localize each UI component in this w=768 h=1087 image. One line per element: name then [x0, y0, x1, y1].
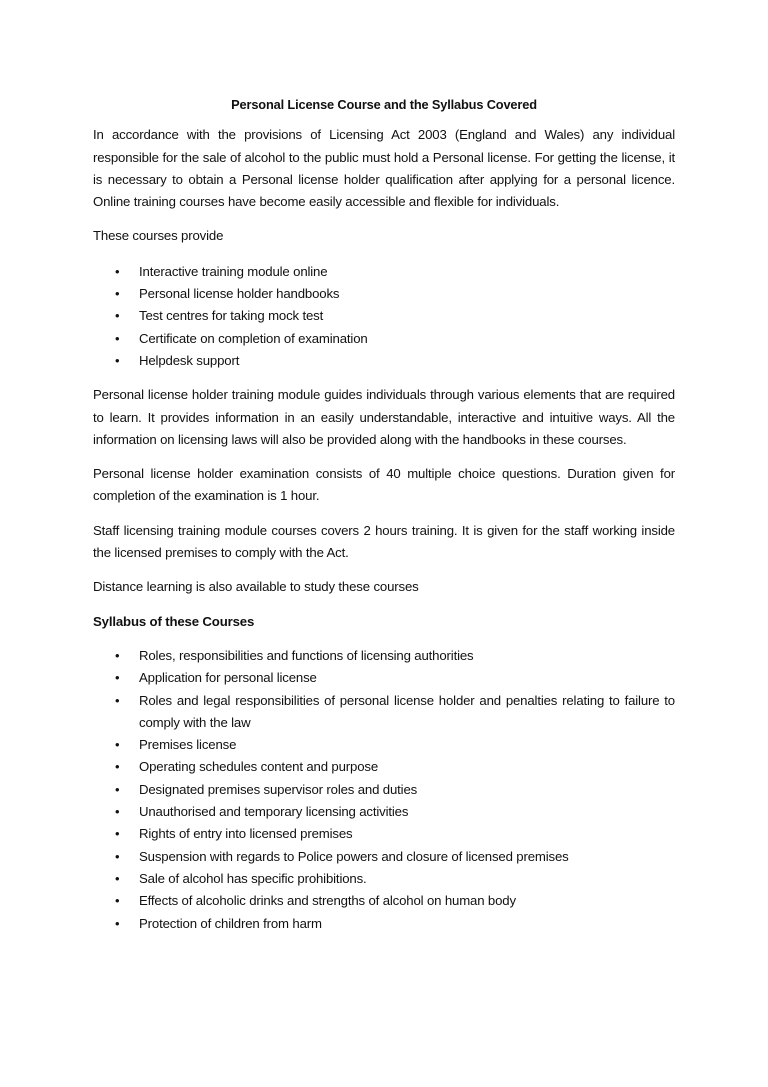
bullet-icon: • — [115, 647, 120, 663]
document-page — [93, 94, 675, 947]
bullet-icon: • — [115, 893, 120, 909]
module-paragraph: Personal license holder training module guides individuals through various elements that are required to learn. It provides information in an easily understandable, interactive and intuitive ways. All the information on licensing laws will also be provided along with the handbooks in these courses. — [93, 387, 675, 447]
bullet-icon: • — [115, 870, 120, 886]
list-item: • Certificate on completion of examination — [93, 328, 675, 350]
list-item: • Rights of entry into licensed premises — [93, 823, 675, 845]
syllabus-list — [93, 645, 675, 935]
document-title: Personal License Course and the Syllabus Covered — [231, 97, 537, 112]
list-item: • Personal license holder handbooks — [93, 283, 675, 305]
bullet-icon: • — [115, 330, 120, 346]
list-item: • Sale of alcohol has specific prohibitions. — [93, 868, 675, 890]
bullet-icon: • — [115, 692, 120, 708]
list-item: • Effects of alcoholic drinks and strengths of alcohol on human body — [93, 890, 675, 912]
bullet-icon: • — [115, 737, 120, 753]
bullet-icon: • — [115, 804, 120, 820]
intro-paragraph: In accordance with the provisions of Licensing Act 2003 (England and Wales) any individual responsible for the sale of alcohol to the public must hold a Personal license. For getting the license, it is necessary to obtain a Personal license holder qualification after applying for a personal licence. Online training courses have become easily accessible and flexible for individuals. — [93, 127, 675, 210]
list-item: • Protection of children from harm — [93, 913, 675, 935]
list-item: • Operating schedules content and purpose — [93, 756, 675, 778]
distance-paragraph: Distance learning is also available to study these courses — [93, 579, 419, 595]
bullet-icon: • — [115, 848, 120, 864]
bullet-icon: • — [115, 352, 120, 368]
bullet-icon: • — [115, 263, 120, 279]
bullet-icon: • — [115, 915, 120, 931]
bullet-icon: • — [115, 781, 120, 797]
list-item: • Test centres for taking mock test — [93, 305, 675, 327]
bullet-icon: • — [115, 826, 120, 842]
list-item: • Interactive training module online — [93, 261, 675, 283]
syllabus-heading: Syllabus of these Courses — [93, 613, 255, 629]
bullet-icon: • — [115, 308, 120, 324]
list-item: • Roles and legal responsibilities of personal license holder and penalties relating to failure to comply with the law — [93, 690, 675, 735]
staff-paragraph: Staff licensing training module courses covers 2 hours training. It is given for the staff working inside the licensed premises to comply with the Act. — [93, 522, 675, 561]
list-item: • Premises license — [93, 734, 675, 756]
list-item: • Application for personal license — [93, 667, 675, 689]
list-item: • Helpdesk support — [93, 350, 675, 372]
bullet-icon: • — [115, 759, 120, 775]
list-item: • Suspension with regards to Police powers and closure of licensed premises — [93, 846, 675, 868]
bullet-icon: • — [115, 286, 120, 302]
list-item: • Designated premises supervisor roles and duties — [93, 779, 675, 801]
list-item: • Roles, responsibilities and functions of licensing authorities — [93, 645, 675, 667]
bullet-icon: • — [115, 670, 120, 686]
exam-paragraph: Personal license holder examination consists of 40 multiple choice questions. Duration given for completion of the examination is 1 hour. — [93, 466, 675, 504]
provides-intro: These courses provide — [93, 228, 224, 244]
list-item: • Unauthorised and temporary licensing activities — [93, 801, 675, 823]
provides-list — [93, 261, 675, 372]
